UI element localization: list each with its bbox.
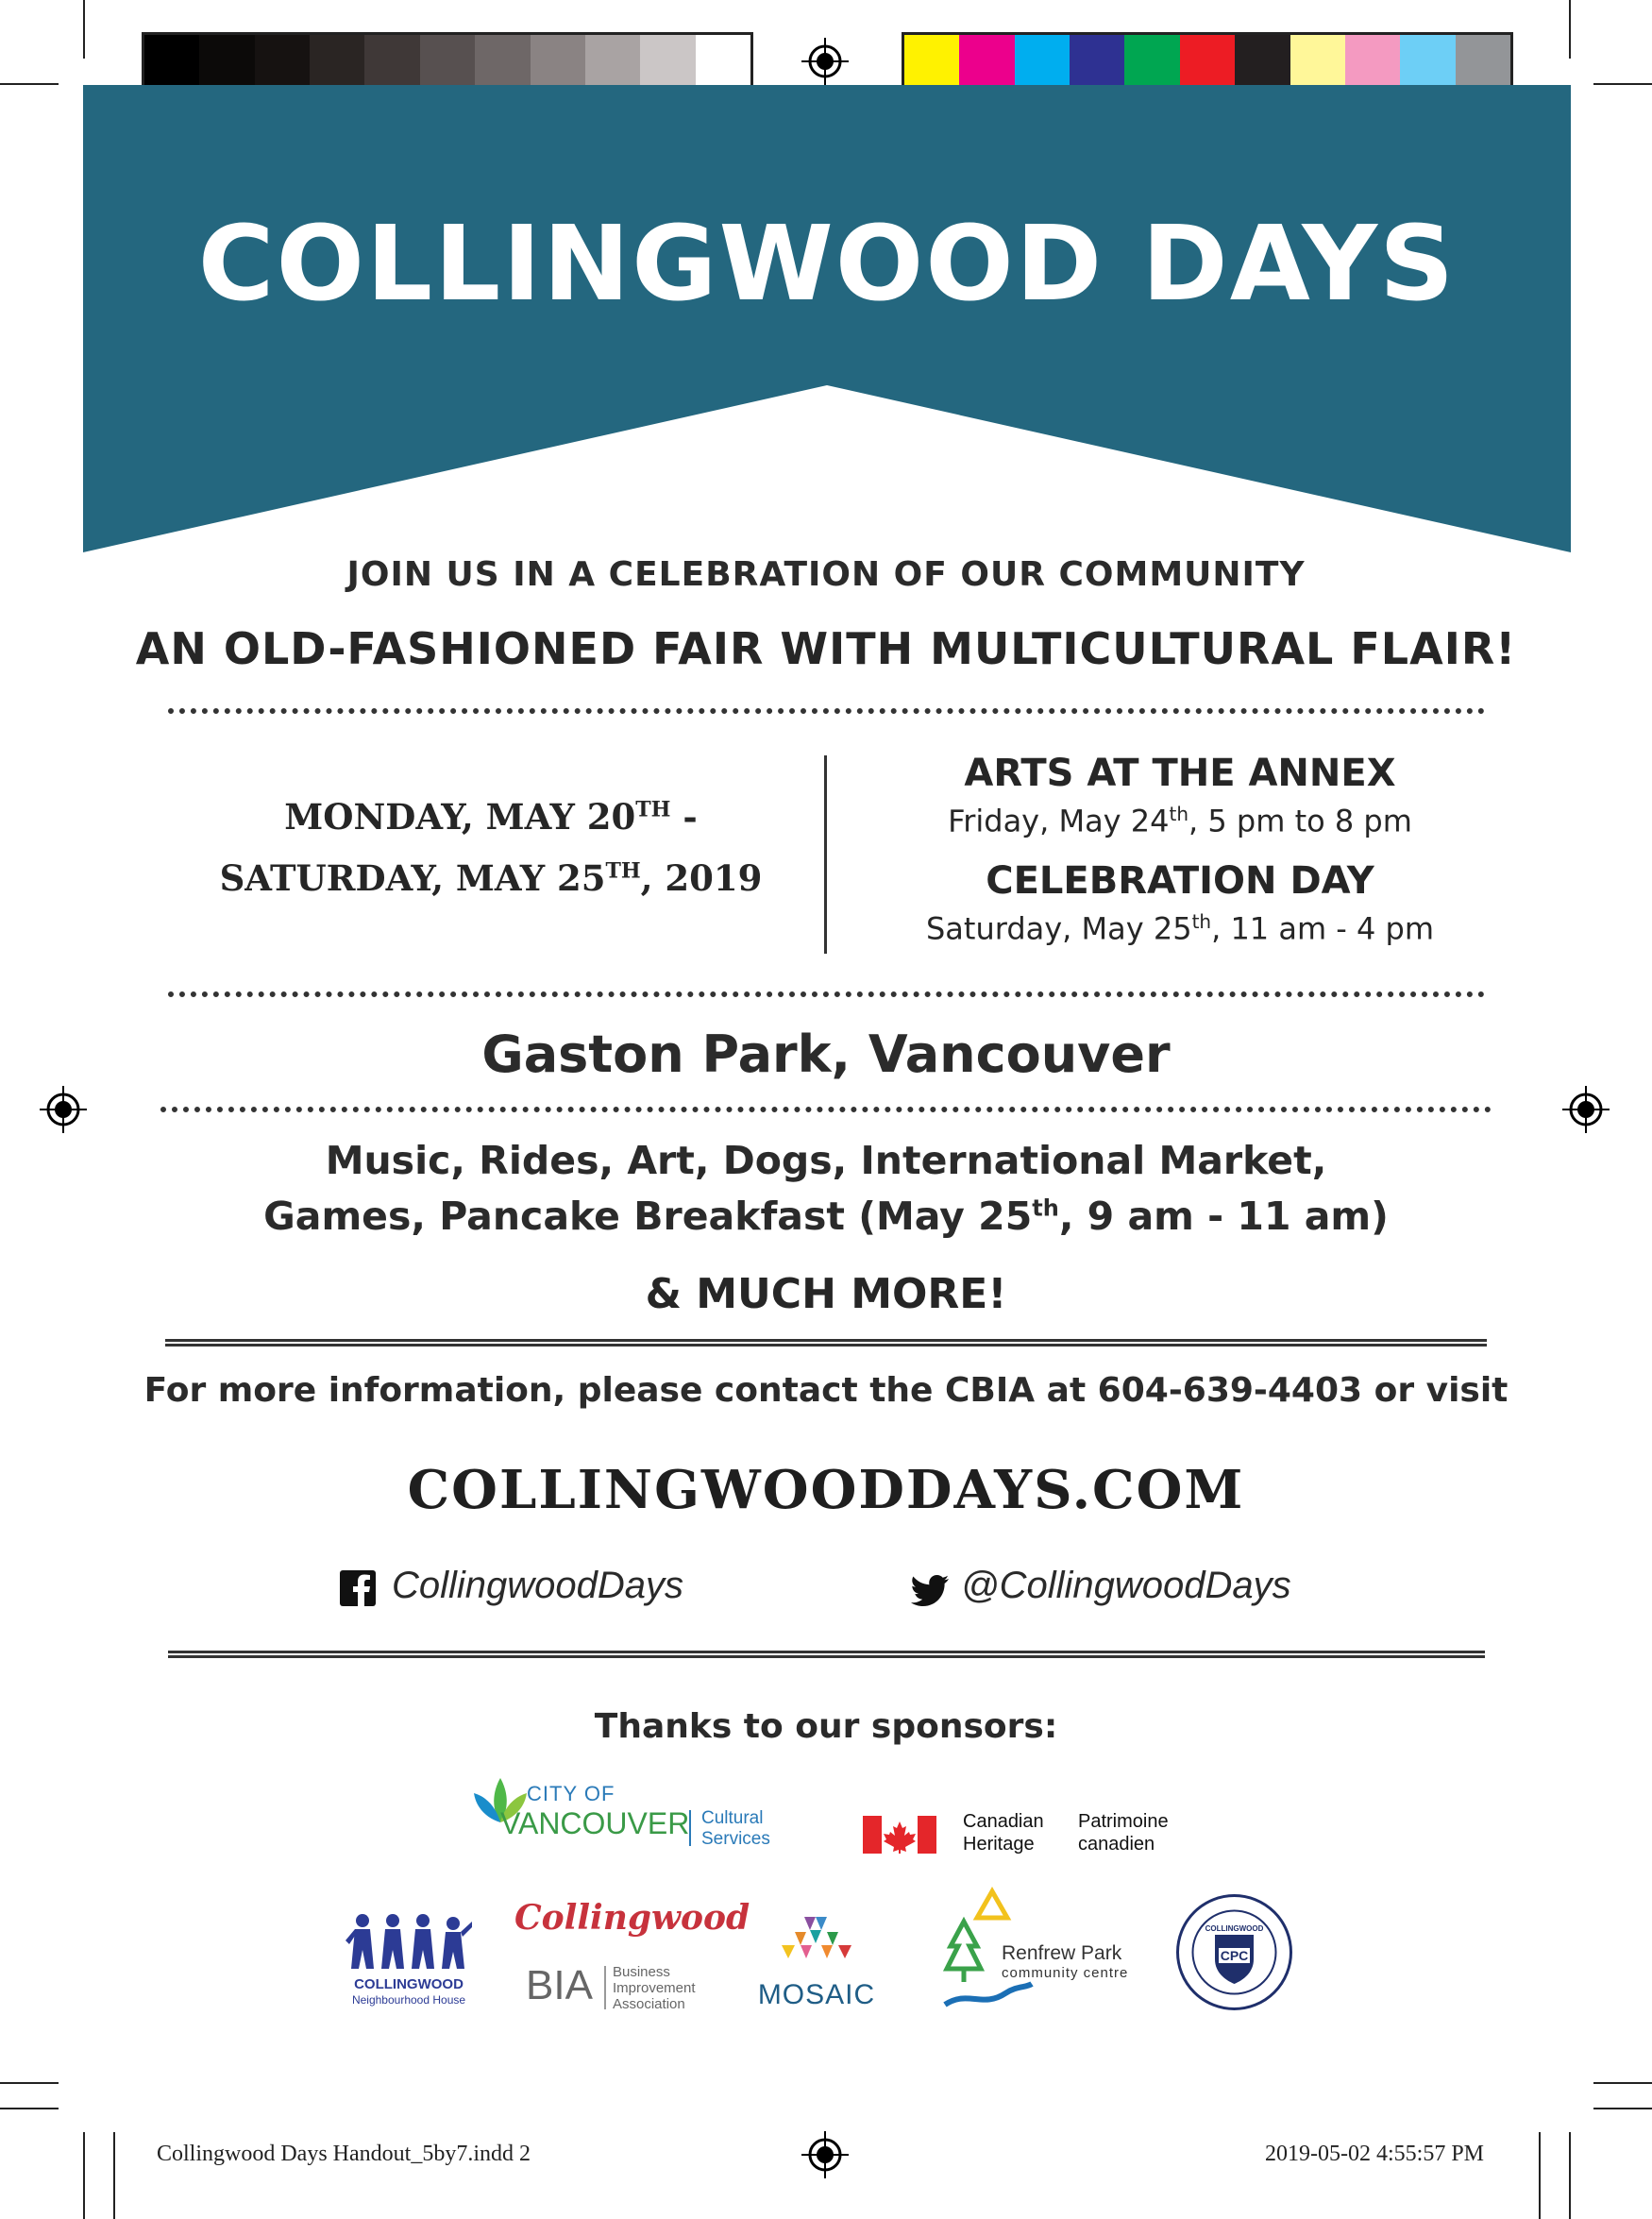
color-swatch xyxy=(904,35,959,86)
color-swatch xyxy=(1070,35,1124,86)
heritage-fr-line2: canadien xyxy=(1078,1834,1155,1855)
footer-timestamp: 2019-05-02 4:55:57 PM xyxy=(1265,2142,1485,2166)
cpc-logo xyxy=(1175,1893,1293,2011)
gray-swatch xyxy=(640,35,695,86)
event-time-arts-annex: Friday, May 24th, 5 pm to 8 pm xyxy=(948,803,1412,839)
cpc-top: COLLINGWOOD xyxy=(1205,1924,1264,1933)
color-swatch xyxy=(1345,35,1400,86)
nh-sub: Neighbourhood House xyxy=(351,1993,466,2007)
gray-swatch xyxy=(199,35,254,86)
color-swatch xyxy=(1015,35,1070,86)
crop-mark xyxy=(1593,2082,1652,2084)
crop-mark xyxy=(1569,2132,1571,2219)
canadian-heritage-logo xyxy=(861,1811,1182,1868)
crop-mark xyxy=(1569,0,1571,59)
twitter-handle[interactable]: @CollingwoodDays xyxy=(961,1565,1291,1606)
registration-mark-icon xyxy=(801,2131,849,2178)
bia-line3: Association xyxy=(613,1996,685,2012)
city-dept2: Services xyxy=(701,1829,770,1849)
activities-line1: Music, Rides, Art, Dogs, International Market, xyxy=(325,1138,1327,1183)
bia-line1: Business xyxy=(613,1964,670,1980)
gray-swatch xyxy=(531,35,585,86)
gray-swatch xyxy=(310,35,364,86)
dotted-divider xyxy=(168,708,1485,714)
fair-tagline: AN OLD-FASHIONED FAIR WITH MULTICULTURAL FLAIR! xyxy=(135,623,1517,674)
canada-flag-icon xyxy=(863,1816,936,1854)
heritage-en-line1: Canadian xyxy=(963,1811,1044,1832)
mosaic-pattern-icon xyxy=(776,1917,857,1969)
invitation-heading: JOIN US IN A CELEBRATION OF OUR COMMUNITY xyxy=(346,555,1306,594)
registration-mark-icon xyxy=(40,1086,87,1133)
footer-filename: Collingwood Days Handout_5by7.indd 2 xyxy=(157,2142,531,2166)
event-title-celebration-day: CELEBRATION DAY xyxy=(986,859,1374,903)
crop-mark xyxy=(83,0,85,59)
dotted-divider xyxy=(160,1107,1492,1112)
vertical-divider xyxy=(824,755,827,954)
gray-swatch xyxy=(255,35,310,86)
event-date-range-line1: MONDAY, MAY 20TH - xyxy=(284,796,698,838)
activities-line2: Games, Pancake Breakfast (May 25th, 9 am - 11 am) xyxy=(263,1194,1389,1239)
event-time-celebration-day: Saturday, May 25th, 11 am - 4 pm xyxy=(925,910,1435,947)
renfrew-line1: Renfrew Park xyxy=(1002,1942,1122,1964)
website-link[interactable]: COLLINGWOODDAYS.COM xyxy=(407,1459,1245,1521)
mosaic-logo xyxy=(736,1917,897,2016)
gray-swatch xyxy=(364,35,419,86)
bia-line2: Improvement xyxy=(613,1980,696,1996)
registration-mark-icon xyxy=(1562,1086,1610,1133)
city-dept1: Cultural xyxy=(701,1808,764,1828)
sponsors-heading: Thanks to our sponsors: xyxy=(594,1707,1058,1746)
event-date-range-line2: SATURDAY, MAY 25TH, 2019 xyxy=(219,857,763,899)
much-more-text: & MUCH MORE! xyxy=(645,1270,1007,1318)
city-of-vancouver-logo xyxy=(472,1770,784,1855)
gray-swatch xyxy=(420,35,475,86)
twitter-icon[interactable] xyxy=(911,1575,949,1607)
gray-swatch xyxy=(144,35,199,86)
gray-swatch xyxy=(696,35,750,86)
crop-mark xyxy=(0,2108,59,2109)
facebook-icon[interactable] xyxy=(340,1570,376,1606)
bia-abbr: BIA xyxy=(526,1962,593,2008)
renfrew-park-logo xyxy=(939,1884,1147,2011)
cpc-abbr: CPC xyxy=(1220,1948,1249,1963)
color-swatch xyxy=(1180,35,1235,86)
crop-mark xyxy=(1539,2132,1541,2219)
registration-mark-icon xyxy=(801,38,849,85)
event-location: Gaston Park, Vancouver xyxy=(481,1025,1171,1084)
gray-swatch xyxy=(475,35,530,86)
double-rule-divider xyxy=(168,1651,1485,1658)
crop-mark xyxy=(0,83,59,85)
mosaic-name: MOSAIC xyxy=(757,1979,876,2010)
collingwood-bia-logo xyxy=(514,1898,750,2016)
heritage-fr-line1: Patrimoine xyxy=(1078,1811,1169,1832)
color-swatch xyxy=(1235,35,1290,86)
heritage-en-line2: Heritage xyxy=(963,1834,1035,1855)
contact-info-text: For more information, please contact the CBIA at 604-639-4403 or visit xyxy=(143,1371,1509,1410)
nh-name: COLLINGWOOD xyxy=(354,1976,464,1992)
crop-mark xyxy=(113,2132,115,2219)
crop-mark xyxy=(1593,83,1652,85)
city-line2: VANCOUVER xyxy=(500,1806,690,1840)
crop-mark xyxy=(1593,2108,1652,2109)
collingwood-neighbourhood-house-logo xyxy=(338,1912,480,2016)
city-line1: CITY OF xyxy=(527,1782,615,1805)
renfrew-line2: community centre xyxy=(1002,1965,1129,1981)
crop-mark xyxy=(83,2132,85,2219)
people-figures-icon xyxy=(346,1912,472,1971)
process-color-bar xyxy=(902,32,1513,89)
double-rule-divider xyxy=(165,1339,1487,1347)
color-swatch xyxy=(959,35,1014,86)
bia-script-name: Collingwood xyxy=(514,1898,750,1938)
color-swatch xyxy=(1400,35,1455,86)
color-swatch xyxy=(1456,35,1510,86)
grayscale-color-bar xyxy=(142,32,753,89)
color-swatch xyxy=(1124,35,1179,86)
crop-mark xyxy=(0,2082,59,2084)
color-swatch xyxy=(1290,35,1345,86)
dotted-divider xyxy=(168,991,1485,997)
gray-swatch xyxy=(585,35,640,86)
facebook-handle[interactable]: CollingwoodDays xyxy=(392,1565,684,1606)
page-title: COLLINGWOOD DAYS xyxy=(197,203,1457,324)
event-title-arts-annex: ARTS AT THE ANNEX xyxy=(964,752,1396,795)
